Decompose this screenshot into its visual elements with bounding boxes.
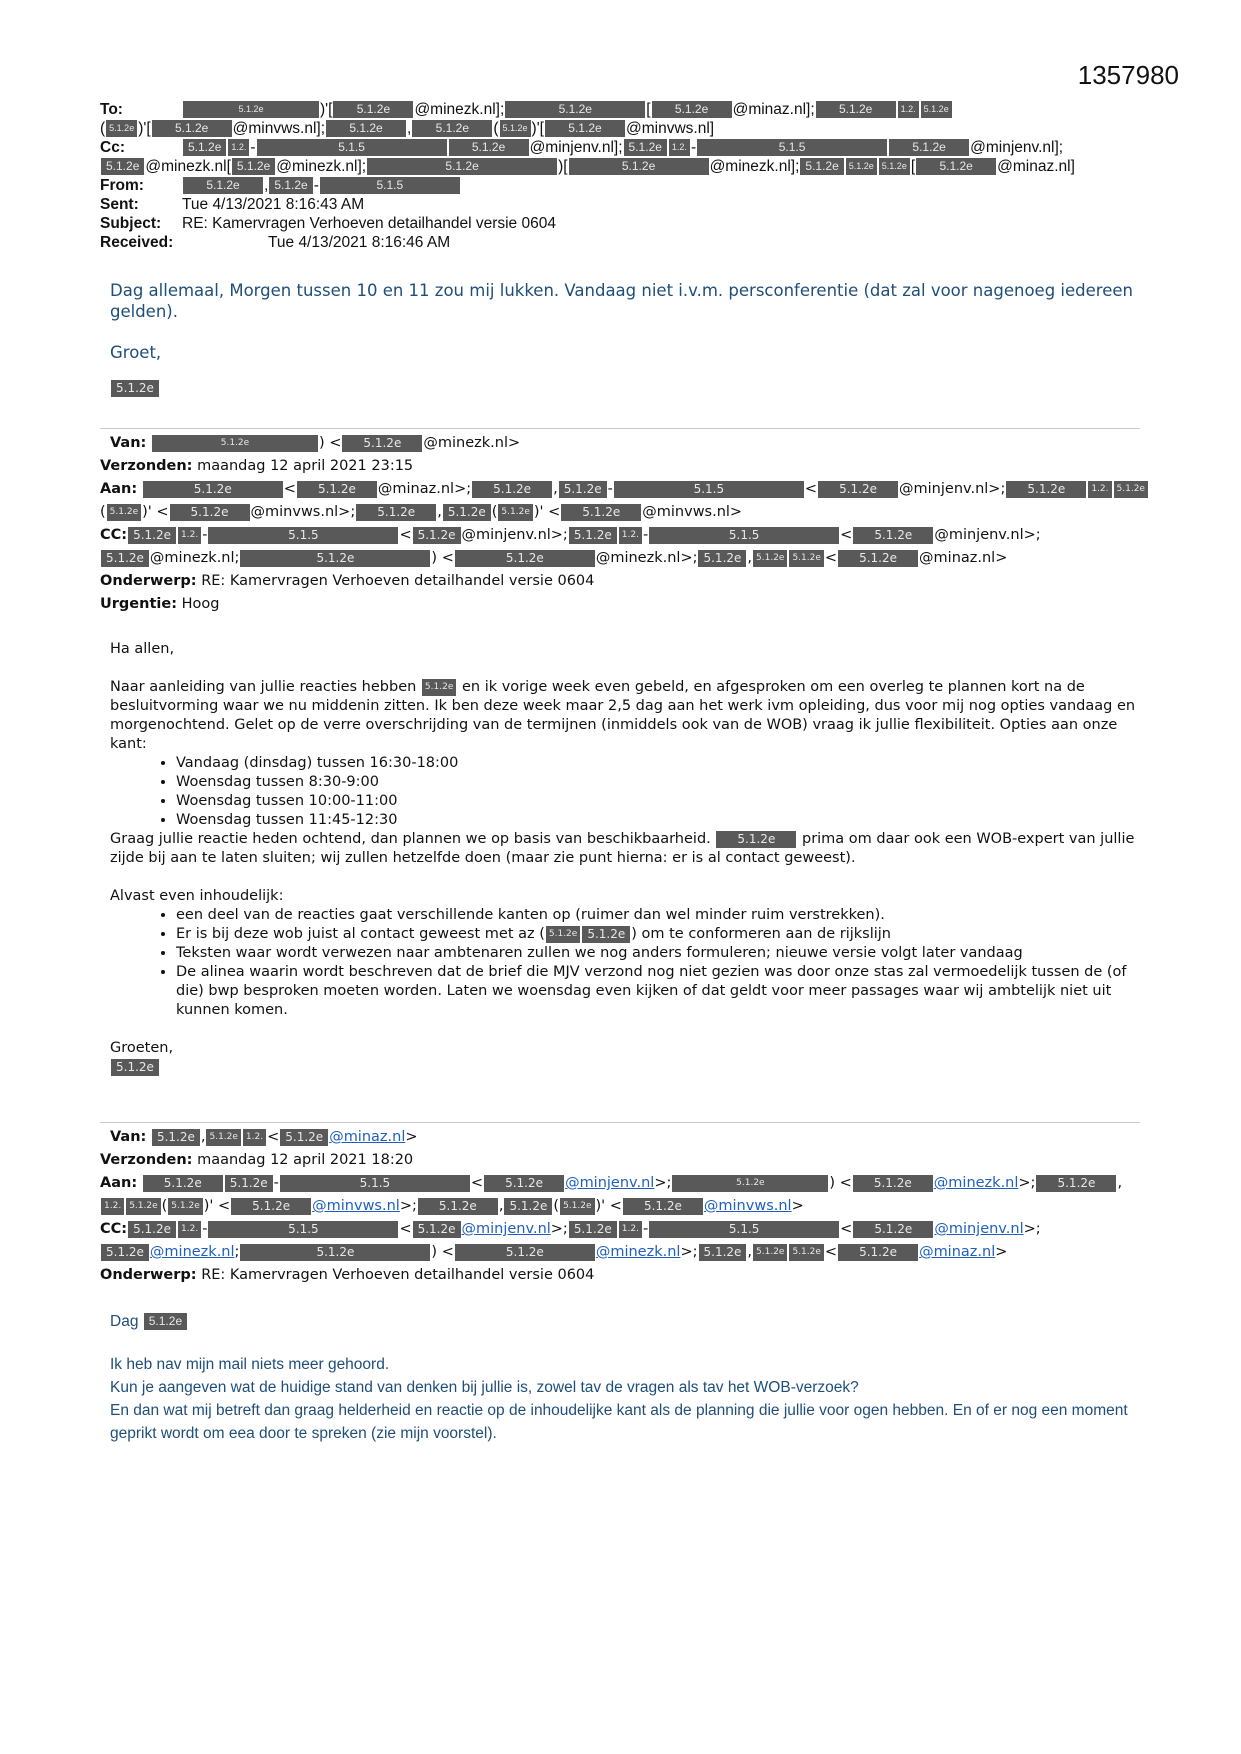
email-domain: @minezk.nl> [423, 435, 521, 451]
onderwerp-value: RE: Kamervragen Verhoeven detailhandel versie 0604 [201, 573, 595, 589]
mail2-cc-row-2: 5.1.2e @minezk.nl ; 5.1.2e ) < 5.1.2e @minezk.nl >; 5.1.2e , 5.1.2e 5.1.2e < 5.1.2e @minaz.nl > [100, 1241, 1140, 1264]
redaction: 5.1.2e [240, 1244, 430, 1261]
redaction: 5.1.2e [231, 1198, 311, 1215]
list-item: • Teksten waar wordt verwezen naar ambtenaren zullen we nog anders formuleren; nieuwe versie volgt later vandaag [176, 944, 1140, 963]
redaction: 5.1.5 [208, 527, 398, 544]
redaction: 1.2. [619, 1221, 642, 1238]
aan-label: Aan: [100, 481, 138, 497]
cc-label: CC: [100, 527, 128, 543]
cc-row-2: 5.1.2e @minezk.nl[ 5.1.2e @minezk.nl]; 5.1.2e )[ 5.1.2e @minezk.nl]; 5.1.2e 5.1.2e 5.1.2e [ 5.1.2e @minaz.nl] [100, 157, 1140, 176]
email-domain: @minaz.nl] [997, 158, 1075, 175]
list-item: • een deel van de reacties gaat verschillende kanten op (ruimer dan wel minder ruim verstrekken). [176, 906, 1140, 925]
redaction: 5.1.2e [143, 1175, 223, 1192]
urgentie-value: Hoog [181, 596, 220, 612]
redaction: 5.1.5 [257, 139, 447, 156]
redaction: 5.1.2e [504, 1198, 552, 1215]
redaction: 5.1.2e [367, 158, 557, 175]
email-link[interactable]: @minaz.nl [329, 1129, 406, 1145]
email-domain: @minjenv.nl]; [970, 139, 1064, 156]
reply-body [110, 280, 1140, 398]
redaction: 5.1.5 [697, 139, 887, 156]
text: prima om daar ook een WOB-expert van jullie zijde bij aan te laten sluiten; wij zullen hetzelfde doen (maar zie punt hierna: er is al contact geweest). [110, 831, 1135, 866]
redaction: 5.1.2e [789, 550, 823, 567]
redaction: 5.1.2e [152, 1129, 200, 1146]
content-list [150, 906, 1140, 1020]
redaction: 5.1.2e [853, 1221, 933, 1238]
redaction: 5.1.2e [800, 158, 843, 175]
mail2-header [100, 1126, 1140, 1287]
redaction: 1.2. [669, 139, 690, 156]
redaction: 5.1.2e [672, 1175, 828, 1192]
email-domain: @minjenv.nl>; [899, 481, 1006, 497]
redaction: 5.1.2e [356, 504, 436, 521]
email-domain: @minaz.nl]; [732, 101, 815, 118]
redaction: 5.1.2e [545, 120, 625, 137]
redaction: 5.1.2e [297, 481, 377, 498]
redaction: 5.1.2e [225, 1175, 273, 1192]
redaction: 5.1.2e [623, 1198, 703, 1215]
verzonden-value: maandag 12 april 2021 18:20 [197, 1152, 414, 1168]
email-link[interactable]: @minezk.nl [149, 1244, 235, 1260]
subject-row [100, 214, 1140, 233]
verzonden-label: Verzonden: [100, 458, 193, 474]
redaction: 5.1.2e [342, 435, 422, 452]
redaction: 5.1.2e [699, 1244, 747, 1261]
cc-row: Cc: 5.1.2e 1.2. - 5.1.5 5.1.2e @minjenv.nl]; 5.1.2e 1.2. - 5.1.5 5.1.2e @minjenv.nl]; [100, 139, 1064, 156]
list-item: • Woensdag tussen 11:45-12:30 [176, 811, 1140, 830]
reply-line: Dag allemaal, Morgen tussen 10 en 11 zou mij lukken. Vandaag niet i.v.m. persconferentie (dat zal voor nagenoeg iedereen gelden). [110, 281, 1133, 321]
redaction: 5.1.2e [624, 139, 667, 156]
email-domain: @minjenv.nl>; [934, 527, 1041, 543]
mail1-body [110, 640, 1140, 1077]
email-link[interactable]: @minjenv.nl [565, 1175, 655, 1191]
redaction: 1.2. [243, 1129, 266, 1146]
mail2-van-row: Van: 5.1.2e , 5.1.2e 1.2. < 5.1.2e @minaz.nl > [100, 1126, 1140, 1149]
text: Graag jullie reactie heden ochtend, dan plannen we op basis van beschikbaarheid. [110, 831, 711, 847]
redaction: 5.1.2e [232, 158, 275, 175]
text: Er is bij deze wob juist al contact geweest met az ( [176, 926, 545, 942]
mail1-paragraph-3: Alvast even inhoudelijk: [110, 888, 284, 904]
email-link[interactable]: @minvws.nl [703, 1198, 792, 1214]
email-link[interactable]: @minjenv.nl [934, 1221, 1024, 1237]
redaction: 5.1.2e [921, 101, 952, 118]
redaction: 5.1.2e [838, 550, 918, 567]
redaction: 5.1.2e [853, 1175, 933, 1192]
message-header [100, 100, 1140, 252]
redaction: 5.1.2e [879, 158, 910, 175]
redaction: 5.1.2e [846, 158, 877, 175]
redaction: 5.1.2e [128, 1221, 176, 1238]
redaction: 5.1.2e [418, 1198, 498, 1215]
redaction: 5.1.2e [484, 1175, 564, 1192]
email-domain: @minvws.nl> [642, 504, 743, 520]
redaction: 5.1.2e [101, 550, 149, 567]
subject-value: RE: Kamervragen Verhoeven detailhandel versie 0604 [182, 215, 556, 232]
list-item [176, 925, 1140, 944]
redaction: 5.1.2e [853, 527, 933, 544]
email-domain: @minezk.nl[ [145, 158, 231, 175]
email-domain: @minezk.nl>; [595, 550, 698, 566]
cc-label: CC: [100, 1221, 128, 1237]
redaction: 5.1.2e [546, 926, 580, 943]
to-row: To: 5.1.2e )'[ 5.1.2e @minezk.nl]; 5.1.2e [ 5.1.2e @minaz.nl]; 5.1.2e 1.2. 5.1.2e [100, 100, 1140, 119]
redaction: 5.1.2e [152, 120, 232, 137]
redaction: 5.1.5 [320, 177, 460, 194]
redaction: 5.1.2e [455, 1244, 595, 1261]
mail1-header [100, 432, 1145, 616]
redaction: 5.1.2e [126, 1198, 160, 1215]
redaction: 5.1.2e [280, 1129, 328, 1146]
redaction: 5.1.2e [168, 1198, 202, 1215]
onderwerp-label: Onderwerp: [100, 1267, 197, 1283]
redaction: 5.1.2e [413, 527, 461, 544]
redaction: 5.1.2e [816, 101, 896, 118]
mail2-cc-row: CC: 5.1.2e 1.2. - 5.1.5 < 5.1.2e @minjenv.nl >; 5.1.2e 1.2. - 5.1.5 < 5.1.2e @minjenv.nl >; [100, 1218, 1140, 1241]
email-domain: @minvws.nl] [625, 120, 715, 137]
mail2-line: Ik heb nav mijn mail niets meer gehoord. [110, 1356, 390, 1373]
mail2-body [110, 1310, 1140, 1445]
sent-label: Sent: [100, 196, 139, 213]
redaction: 5.1.2e [449, 139, 529, 156]
mail2-verzonden-row [100, 1149, 1140, 1172]
redaction: 5.1.2e [106, 120, 137, 137]
redaction: 5.1.2e [183, 139, 226, 156]
mail1-closing: Groeten, [110, 1040, 174, 1056]
from-row: From: 5.1.2e , 5.1.2e - 5.1.5 [100, 176, 1140, 195]
to-label: To: [100, 101, 123, 118]
redaction: 5.1.2e [569, 527, 617, 544]
redaction: 5.1.2e [500, 120, 531, 137]
redaction: 5.1.2e [101, 1244, 149, 1261]
email-domain: @minvws.nl>; [250, 504, 356, 520]
mail1-greeting: Ha allen, [110, 641, 175, 657]
redaction: 5.1.2e [569, 158, 709, 175]
mail1-paragraph-1 [110, 678, 1140, 754]
redaction: 5.1.2e [206, 1129, 240, 1146]
email-domain: @minezk.nl]; [276, 158, 367, 175]
redaction: 5.1.2e [326, 120, 406, 137]
redaction: 5.1.2e [128, 527, 176, 544]
email-domain: @minvws.nl]; [232, 120, 326, 137]
van-label: Van: [110, 1129, 147, 1145]
email-link[interactable]: @minezk.nl [933, 1175, 1019, 1191]
mail2-onderwerp-row [100, 1264, 1140, 1287]
redaction: 5.1.2e [561, 504, 641, 521]
onderwerp-value: RE: Kamervragen Verhoeven detailhandel versie 0604 [201, 1267, 595, 1283]
redaction: 5.1.2e [183, 177, 263, 194]
divider [100, 1122, 1140, 1123]
redaction: 5.1.2e [455, 550, 595, 567]
redaction: 5.1.2e [818, 481, 898, 498]
email-domain: @minaz.nl> [919, 550, 1008, 566]
redaction: 5.1.2e [1036, 1175, 1116, 1192]
email-domain: @minezk.nl]; [414, 101, 505, 118]
redaction: 5.1.2e [560, 1198, 594, 1215]
redaction: 1.2. [178, 1221, 201, 1238]
redaction: 5.1.2e [652, 101, 732, 118]
mail2-line: En dan wat mij betreft dan graag helderheid en reactie op de inhoudelijke kant als de planning die jullie voor ogen hebben. En of er nog een moment geprikt wordt om eea door te spreken (zie mijn voorstel). [110, 1402, 1128, 1442]
mail1-cc-row-2: 5.1.2e @minezk.nl; 5.1.2e ) < 5.1.2e @minezk.nl>; 5.1.2e , 5.1.2e 5.1.2e < 5.1.2e @minaz.nl> [100, 547, 1140, 570]
verzonden-value: maandag 12 april 2021 23:15 [197, 458, 414, 474]
redaction: 5.1.2e [498, 504, 532, 521]
list-item: • Vandaag (dinsdag) tussen 16:30-18:00 [176, 754, 1140, 773]
mail2-greeting: Dag [110, 1313, 139, 1330]
email-link[interactable]: @minjenv.nl [461, 1221, 551, 1237]
sent-value: Tue 4/13/2021 8:16:43 AM [182, 196, 365, 213]
redaction: 5.1.2e [753, 1244, 787, 1261]
redaction: 1.2. [178, 527, 201, 544]
text: en ik vorige week even gebeld, en afgesproken om een overleg te plannen kort na de besluitvorming waar we nu middenin zitten. Ik ben deze week maar 2,5 dag aan het werk ivm opleiding, dus voor mij nog opties vandaag en morgenochtend. Gelet op de verre overschrijding van de termijnen (inmiddels ook van de WOB) vraag ik jullie flexibiliteit. Opties aan onze kant: [110, 679, 1136, 752]
divider [100, 428, 1140, 429]
redaction: 5.1.5 [208, 1221, 398, 1238]
subject-label: Subject: [100, 215, 162, 232]
reply-greeting: Groet, [110, 343, 162, 362]
mail1-van-row: Van: 5.1.2e ) < 5.1.2e @minezk.nl> [100, 432, 1140, 455]
received-label: Received: [100, 234, 174, 251]
mail2-greeting-row [110, 1310, 1140, 1333]
email-domain: @minezk.nl; [149, 550, 240, 566]
from-label: From: [100, 177, 144, 194]
redaction: 5.1.2e [559, 481, 607, 498]
document-number: 1357980 [1077, 60, 1179, 90]
redaction: 5.1.2e [582, 926, 630, 943]
cc-label: Cc: [100, 139, 125, 156]
list-item: • De alinea waarin wordt beschreven dat de brief die MJV verzond nog niet gezien was door onze stas zal vermoedelijk tussen de (of die) bwp besproken moeten worden. Laten we woensdag even kijken of dat geldt voor meer passages waar wij ambtelijk niet uit kunnen komen. [176, 963, 1140, 1020]
mail2-line: Kun je aangeven wat de huidige stand van denken bij jullie is, zowel tav de vragen als tav het WOB-verzoek? [110, 1379, 859, 1396]
redaction: 5.1.2e [889, 139, 969, 156]
mail1-onderwerp-row [100, 570, 1140, 593]
email-domain: @minjenv.nl]; [529, 139, 623, 156]
redaction: 5.1.2e [269, 177, 312, 194]
redaction: 5.1.2e [422, 679, 456, 696]
redaction: 5.1.2e [698, 550, 746, 567]
mail1-cc-row: CC: 5.1.2e 1.2. - 5.1.5 < 5.1.2e @minjenv.nl>; 5.1.2e 1.2. - 5.1.5 < 5.1.2e @minjenv.nl>; [100, 524, 1140, 547]
redaction: 5.1.2e [143, 481, 283, 498]
redaction: 5.1.2e [569, 1221, 617, 1238]
redaction: 5.1.5 [649, 527, 839, 544]
signature-redaction: 5.1.2e [111, 380, 159, 397]
redaction: 5.1.5 [614, 481, 804, 498]
text: Naar aanleiding van jullie reacties hebben [110, 679, 417, 695]
email-link[interactable]: @minezk.nl [595, 1244, 681, 1260]
redaction: 5.1.2e [101, 158, 144, 175]
redaction: 5.1.2e [107, 504, 141, 521]
redaction: 5.1.2e [240, 550, 430, 567]
list-item: • Woensdag tussen 8:30-9:00 [176, 773, 1140, 792]
redaction: 5.1.2e [183, 101, 319, 118]
to-row-2: ( 5.1.2e )'[ 5.1.2e @minvws.nl]; 5.1.2e , 5.1.2e ( 5.1.2e )'[ 5.1.2e @minvws.nl] [100, 120, 715, 137]
redaction: 1.2. [1088, 481, 1111, 498]
mail1-aan-row-2: ( 5.1.2e )' < 5.1.2e @minvws.nl>; 5.1.2e , 5.1.2e ( 5.1.2e )' < 5.1.2e @minvws.nl> [100, 501, 1140, 524]
email-link[interactable]: @minaz.nl [919, 1244, 996, 1260]
received-value: Tue 4/13/2021 8:16:46 AM [268, 234, 451, 251]
redaction: 1.2. [228, 139, 249, 156]
redaction: 5.1.2e [1114, 481, 1148, 498]
redaction: 5.1.2e [716, 831, 796, 848]
redaction: 5.1.2e [413, 1221, 461, 1238]
mail2-aan-row: Aan: 5.1.2e 5.1.2e - 5.1.5 < 5.1.2e @minjenv.nl >; 5.1.2e ) < 5.1.2e @minezk.nl >; 5.1.2e , [100, 1172, 1140, 1195]
redaction: 5.1.5 [280, 1175, 470, 1192]
redaction: 1.2. [619, 527, 642, 544]
redaction: 5.1.2e [152, 435, 318, 452]
options-list [150, 754, 1140, 830]
email-domain: @minaz.nl>; [377, 481, 472, 497]
redaction: 5.1.2e [144, 1313, 187, 1330]
redaction: 5.1.2e [753, 550, 787, 567]
redaction: 5.1.5 [649, 1221, 839, 1238]
redaction: 5.1.2e [916, 158, 996, 175]
received-row [100, 233, 1140, 252]
redaction: 5.1.2e [472, 481, 552, 498]
redaction: 1.2. [101, 1198, 124, 1215]
verzonden-label: Verzonden: [100, 1152, 193, 1168]
list-item: • Woensdag tussen 10:00-11:00 [176, 792, 1140, 811]
email-link[interactable]: @minvws.nl [312, 1198, 400, 1214]
mail2-aan-row-2: 1.2. 5.1.2e ( 5.1.2e )' < 5.1.2e @minvws.nl >; 5.1.2e , 5.1.2e ( 5.1.2e )' < 5.1.2e @minvws.nl > [100, 1195, 1140, 1218]
text: ) om te conformeren aan de rijkslijn [631, 926, 891, 942]
redaction: 5.1.2e [412, 120, 492, 137]
redaction: 1.2. [898, 101, 919, 118]
redaction: 5.1.2e [1006, 481, 1086, 498]
redaction: 5.1.2e [333, 101, 413, 118]
email-domain: @minjenv.nl>; [461, 527, 568, 543]
mail1-verzonden-row [100, 455, 1140, 478]
redaction: 5.1.2e [443, 504, 491, 521]
urgentie-label: Urgentie: [100, 596, 177, 612]
redaction: 5.1.2e [170, 504, 250, 521]
aan-label: Aan: [100, 1175, 138, 1191]
signature-redaction: 5.1.2e [111, 1059, 159, 1076]
email-domain: @minezk.nl]; [709, 158, 800, 175]
onderwerp-label: Onderwerp: [100, 573, 197, 589]
redaction: 5.1.2e [789, 1244, 823, 1261]
mail1-paragraph-2 [110, 830, 1140, 868]
mail1-aan-row: Aan: 5.1.2e < 5.1.2e @minaz.nl>; 5.1.2e , 5.1.2e - 5.1.5 < 5.1.2e @minjenv.nl>; 5.1.2e 1.2. 5.1.2e [100, 478, 1140, 501]
mail1-urgentie-row [100, 593, 1140, 616]
redaction: 5.1.2e [505, 101, 645, 118]
redaction: 5.1.2e [838, 1244, 918, 1261]
van-label: Van: [110, 435, 147, 451]
sent-row [100, 195, 1140, 214]
